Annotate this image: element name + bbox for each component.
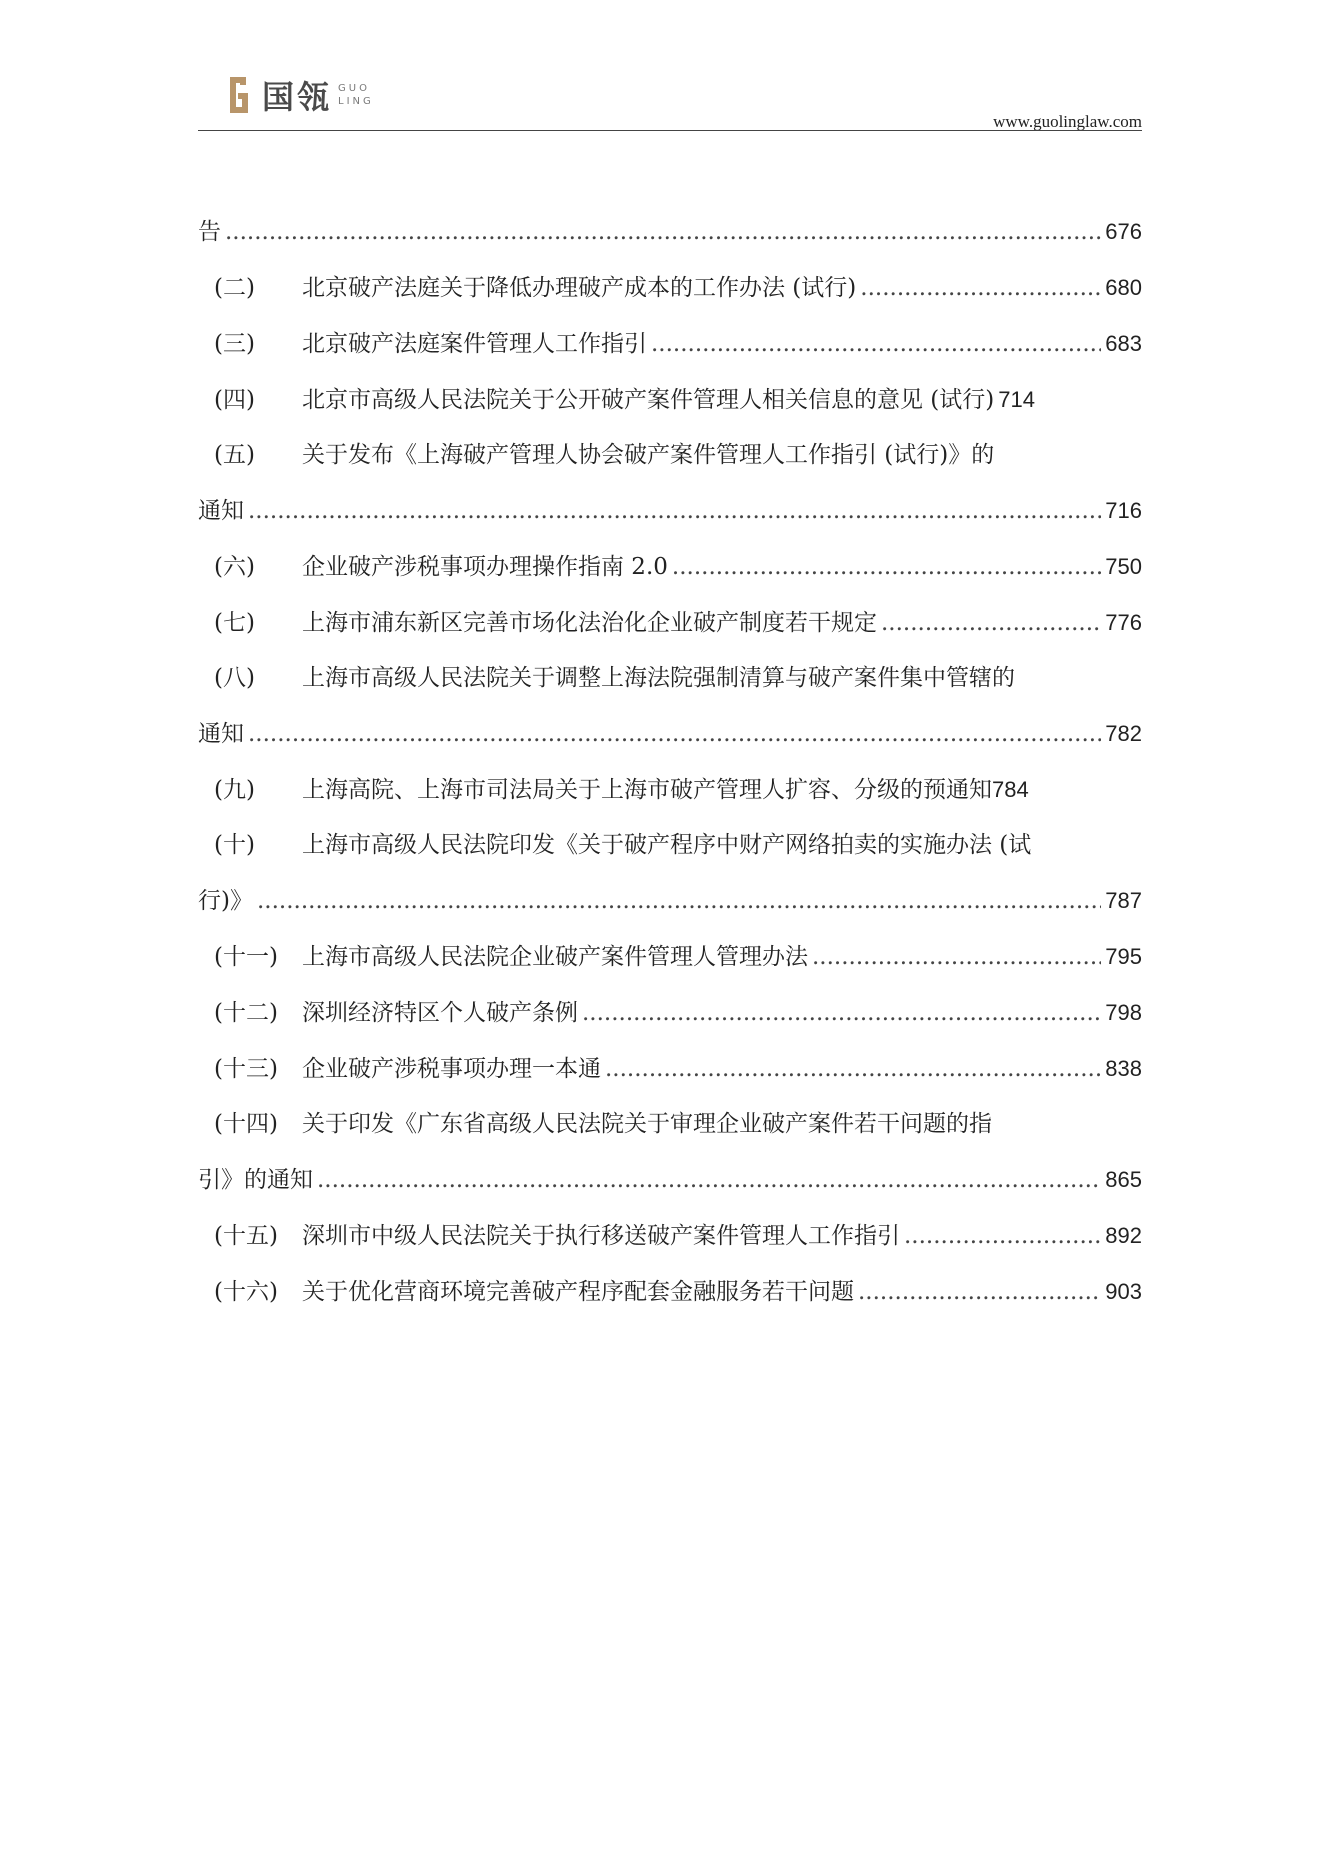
toc-entry[interactable]: (二) 北京破产法庭关于降低办理破产成本的工作办法 (试行) ..... 680: [198, 260, 1142, 316]
logo-icon: [226, 75, 252, 115]
page-number: 782: [1105, 721, 1142, 746]
logo: [226, 72, 374, 118]
toc-entry[interactable]: (十二) 深圳经济特区个人破产条例 ..... 798: [198, 985, 1142, 1041]
toc-entry[interactable]: (十六) 关于优化营商环境完善破产程序配套金融服务若干问题 ..... 903: [198, 1264, 1142, 1320]
page-number: 865: [1105, 1167, 1142, 1192]
toc-entry[interactable]: (三) 北京破产法庭案件管理人工作指引 ..... 683: [198, 316, 1142, 372]
page-header: [198, 68, 1142, 130]
page-number: 683: [1105, 331, 1142, 356]
page-number: 787: [1105, 888, 1142, 913]
header-divider: [198, 130, 1142, 131]
toc-entry[interactable]: (四) 北京市高级人民法院关于公开破产案件管理人相关信息的意见 (试行) 714: [214, 387, 1035, 413]
page-number: 795: [1105, 944, 1142, 969]
toc-entry[interactable]: (十五) 深圳市中级人民法院关于执行移送破产案件管理人工作指引 ..... 892: [198, 1208, 1142, 1264]
page-number: 776: [1105, 610, 1142, 635]
toc-entry[interactable]: (八) 上海市高级人民法院关于调整上海法院强制清算与破产案件集中管辖的 通知 ..... 782: [198, 651, 1142, 762]
toc-entry[interactable]: (九) 上海高院、上海市司法局关于上海市破产管理人扩容、分级的预通知 784: [198, 762, 1142, 818]
page-number: 714: [998, 387, 1035, 412]
page-number: 798: [1105, 1000, 1142, 1025]
toc-entry[interactable]: (十一) 上海市高级人民法院企业破产案件管理人管理办法 ..... 795: [198, 929, 1142, 985]
site-url: www.guolinglaw.com: [993, 112, 1142, 131]
table-of-contents: [198, 204, 1142, 1320]
toc-entry[interactable]: (十) 上海市高级人民法院印发《关于破产程序中财产网络拍卖的实施办法 (试 行)》 ..... 787: [198, 818, 1142, 929]
toc-entry[interactable]: (十三) 企业破产涉税事项办理一本通 ..... 838: [198, 1041, 1142, 1097]
page-number: 750: [1105, 554, 1142, 579]
page-number: 892: [1105, 1223, 1142, 1248]
toc-entry[interactable]: (七) 上海市浦东新区完善市场化法治化企业破产制度若干规定 ..... 776: [198, 595, 1142, 651]
toc-entry[interactable]: (十四) 关于印发《广东省高级人民法院关于审理企业破产案件若干问题的指 引》的通知 ..... 865: [198, 1097, 1142, 1208]
page-number: 676: [1105, 219, 1142, 244]
toc-entry[interactable]: (六) 企业破产涉税事项办理操作指南 2.0 ..... 750: [198, 539, 1142, 595]
page-number: 784: [992, 777, 1029, 802]
logo-name: 国瓴: [262, 78, 333, 116]
logo-sub: GUO LING: [338, 83, 374, 107]
page-number: 680: [1105, 275, 1142, 300]
toc-entry[interactable]: 告 ..... 676: [198, 204, 1142, 260]
page-number: 838: [1105, 1056, 1142, 1081]
page-number: 903: [1105, 1279, 1142, 1304]
page-number: 716: [1105, 498, 1142, 523]
toc-entry[interactable]: (五) 关于发布《上海破产管理人协会破产案件管理人工作指引 (试行)》的 通知 ..... 716: [198, 428, 1142, 539]
